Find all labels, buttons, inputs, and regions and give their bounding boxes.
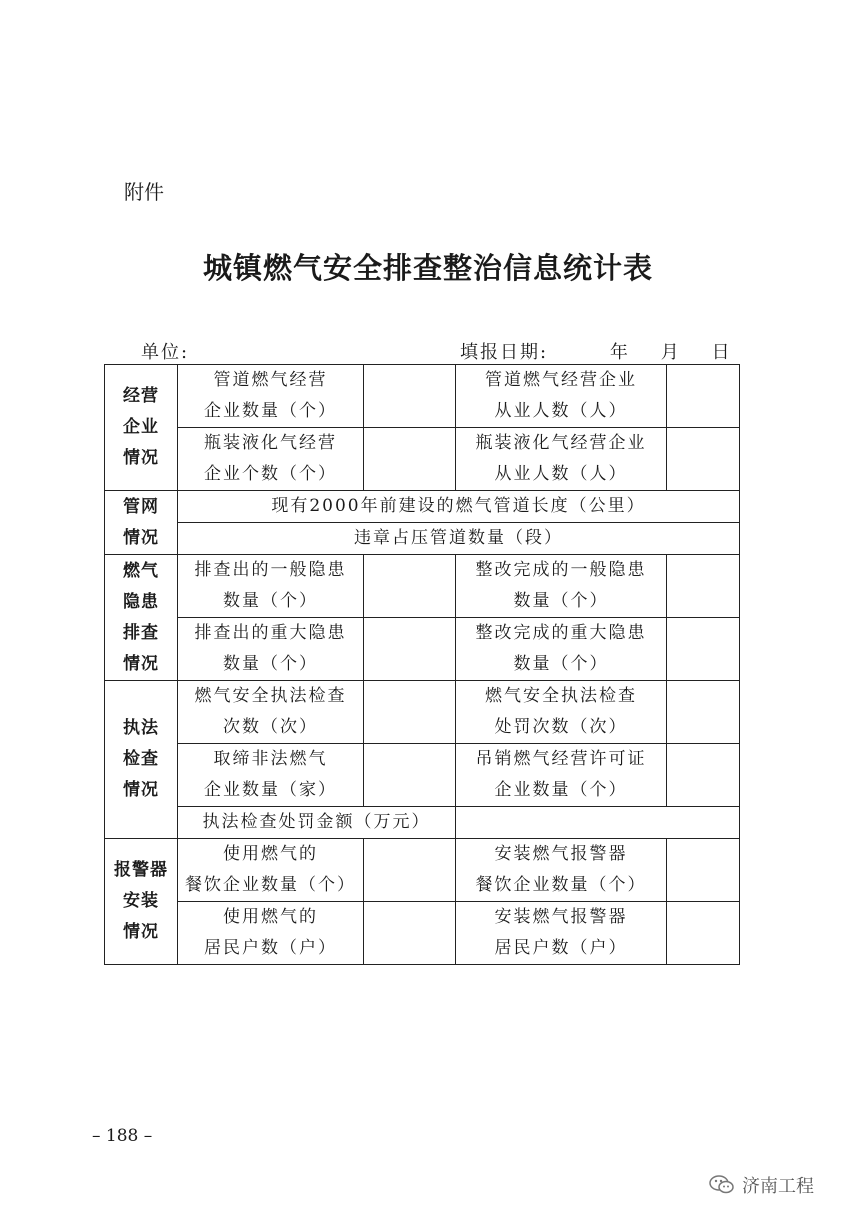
watermark [708, 1172, 814, 1198]
value-cell[interactable] [667, 365, 740, 428]
date-label: 填报日期: [460, 342, 549, 363]
label-major-hazards-found: 排查出的重大隐患 数量（个） [178, 618, 364, 681]
date-year: 年 [609, 342, 630, 363]
date-month: 月 [660, 342, 681, 363]
wechat-icon [708, 1174, 736, 1196]
label-major-hazards-fixed: 整改完成的重大隐患 数量（个） [456, 618, 667, 681]
category-enforcement: 执法 检查 情况 [105, 681, 178, 839]
value-cell[interactable] [667, 681, 740, 744]
label-restaurants-with-alarms: 安装燃气报警器 餐饮企业数量（个） [456, 839, 667, 902]
fill-date [460, 338, 732, 364]
category-operators: 经营 企业 情况 [105, 365, 178, 491]
value-cell[interactable] [364, 618, 456, 681]
label-pipeline-operators-count: 管道燃气经营 企业数量（个） [178, 365, 364, 428]
category-hazards: 燃气 隐患 排查 情况 [105, 555, 178, 681]
label-general-hazards-found: 排查出的一般隐患 数量（个） [178, 555, 364, 618]
category-pipeline: 管网 情况 [105, 491, 178, 555]
date-day: 日 [711, 342, 732, 363]
value-cell[interactable] [364, 365, 456, 428]
value-cell[interactable] [667, 839, 740, 902]
value-cell[interactable] [667, 618, 740, 681]
label-households-using-gas: 使用燃气的 居民户数（户） [178, 902, 364, 965]
value-cell[interactable] [364, 744, 456, 807]
value-cell[interactable] [364, 428, 456, 491]
label-lpg-operators-count: 瓶装液化气经营 企业个数（个） [178, 428, 364, 491]
unit-label: 单位: [141, 342, 190, 363]
label-inspection-count: 燃气安全执法检查 次数（次） [178, 681, 364, 744]
label-banned-illegal-operators: 取缔非法燃气 企业数量（家） [178, 744, 364, 807]
statistics-table [104, 364, 740, 965]
page-title: 城镇燃气安全排查整治信息统计表 [202, 251, 653, 285]
value-cell[interactable] [667, 902, 740, 965]
category-alarms: 报警器 安装 情况 [105, 839, 178, 965]
value-cell[interactable] [364, 681, 456, 744]
value-cell[interactable] [667, 428, 740, 491]
watermark-text: 济南工程 [742, 1176, 814, 1197]
value-cell[interactable] [364, 555, 456, 618]
label-penalty-amount: 执法检查处罚金额（万元） [178, 807, 456, 839]
attachment-label: 附件 [124, 180, 164, 204]
label-general-hazards-fixed: 整改完成的一般隐患 数量（个） [456, 555, 667, 618]
value-cell[interactable] [364, 902, 456, 965]
value-cell[interactable] [667, 744, 740, 807]
label-revoked-licenses: 吊销燃气经营许可证 企业数量（个） [456, 744, 667, 807]
label-old-pipeline-length: 现有2000年前建设的燃气管道长度（公里） [178, 491, 740, 523]
label-pipeline-operators-staff: 管道燃气经营企业 从业人数（人） [456, 365, 667, 428]
label-penalty-count: 燃气安全执法检查 处罚次数（次） [456, 681, 667, 744]
label-lpg-operators-staff: 瓶装液化气经营企业 从业人数（人） [456, 428, 667, 491]
value-cell[interactable] [456, 807, 740, 839]
value-cell[interactable] [364, 839, 456, 902]
label-households-with-alarms: 安装燃气报警器 居民户数（户） [456, 902, 667, 965]
value-cell[interactable] [667, 555, 740, 618]
label-restaurants-using-gas: 使用燃气的 餐饮企业数量（个） [178, 839, 364, 902]
label-occupied-pipeline-count: 违章占压管道数量（段） [178, 523, 740, 555]
page-number: – 188 – [92, 1126, 153, 1146]
